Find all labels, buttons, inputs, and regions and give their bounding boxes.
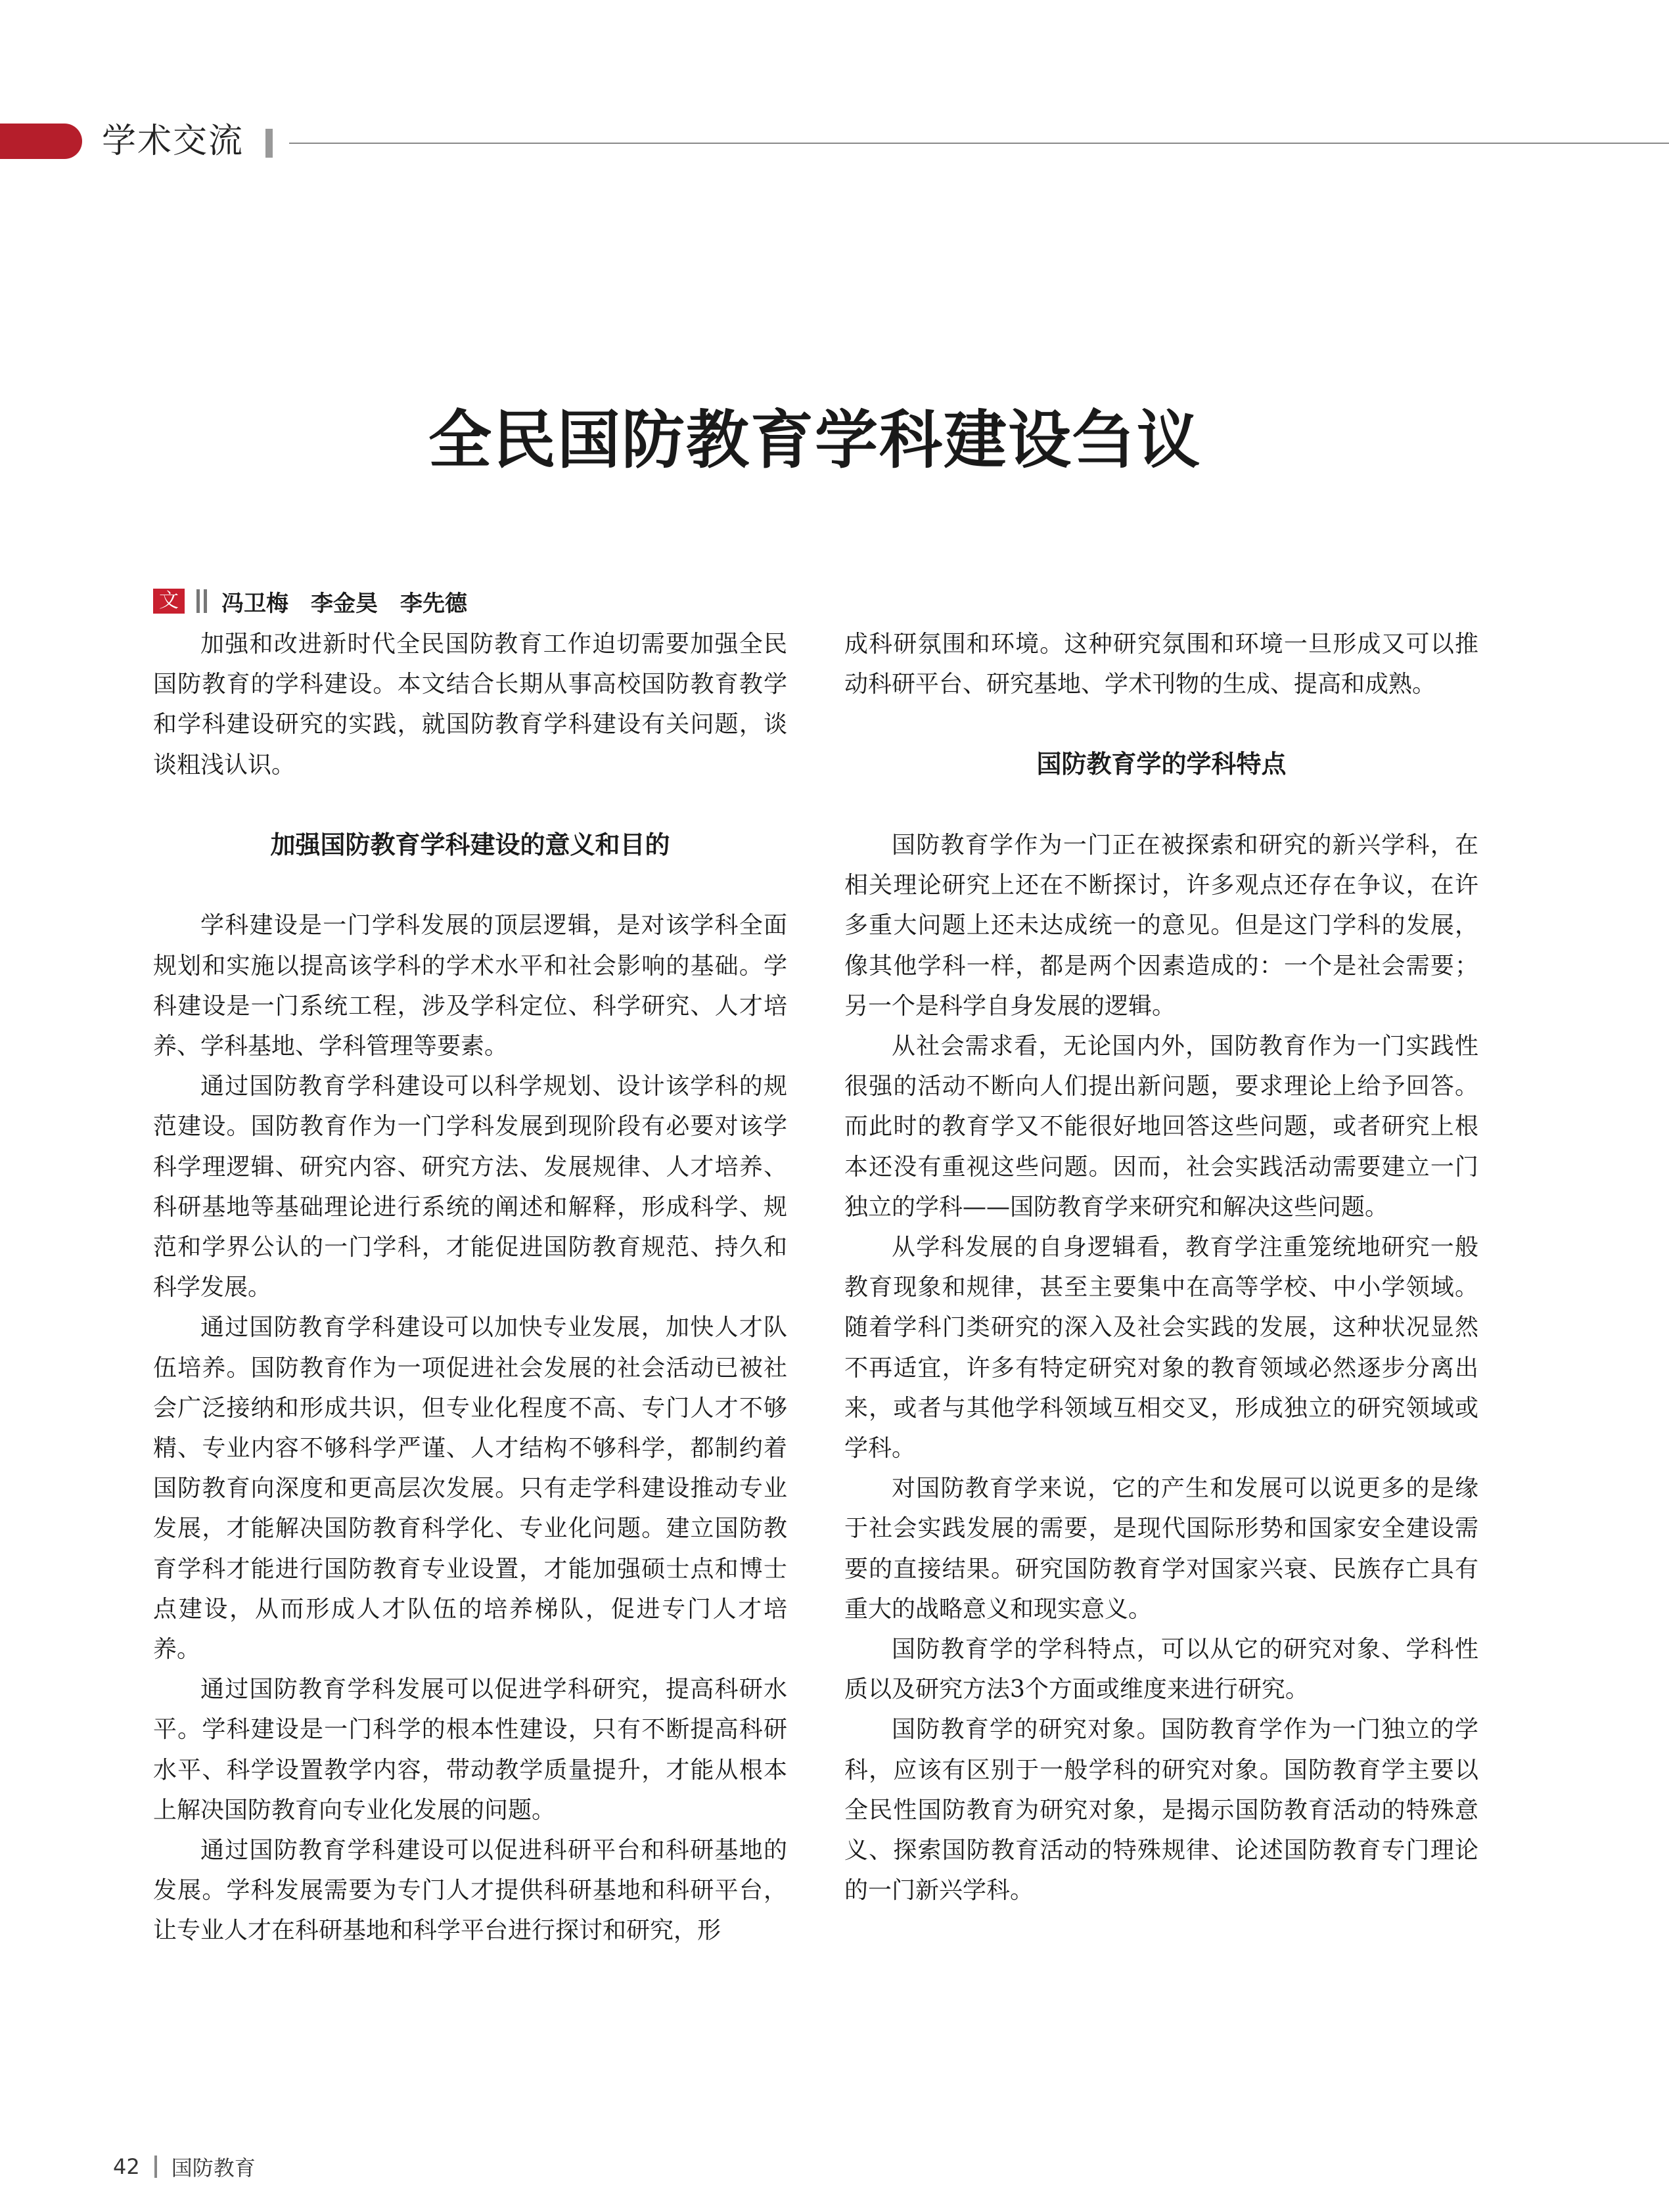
- body-paragraph: 从学科发展的自身逻辑看，教育学注重笼统地研究一般教育现象和规律，甚至主要集中在高等学校、中小学领域。随着学科门类研究的深入及社会实践的发展，这种状况显然不再适宜，许多有特定研究对象的教育领域必然逐步分离出来，或者与其他学科领域互相交叉，形成独立的研究领域或学科。: [844, 1234, 1478, 1462]
- section-label: 学术交流: [102, 122, 244, 161]
- continued-paragraph: 成科研氛围和环境。这种研究氛围和环境一旦形成又可以推动科研平台、研究基地、学术刊物的生成、提高和成熟。: [844, 631, 1478, 698]
- header-rule: [289, 143, 1669, 144]
- byline-authors: 冯卫梅 李金昊 李先德: [221, 590, 467, 617]
- byline-divider: [196, 589, 200, 613]
- body-paragraph: 国防教育学的研究对象。国防教育学作为一门独立的学科，应该有区别于一般学科的研究对象。国防教育学主要以全民性国防教育为研究对象，是揭示国防教育活动的特殊意义、探索国防教育活动的特殊规律、论述国防教育专门理论的一门新兴学科。: [844, 1716, 1478, 1905]
- intro-paragraph: 加强和改进新时代全民国防教育工作迫切需要加强全民国防教育的学科建设。本文结合长期从事高校国防教育教学和学科建设研究的实践，就国防教育学科建设有关问题，谈谈粗浅认识。: [153, 631, 787, 779]
- footer-divider: [154, 2156, 157, 2178]
- journal-name: 国防教育: [171, 2156, 256, 2180]
- left-column: [153, 624, 787, 1951]
- body-paragraph: 通过国防教育学科发展可以促进学科研究，提高科研水平。学科建设是一门科学的根本性建设，只有不断提高科研水平、科学设置教学内容，带动教学质量提升，才能从根本上解决国防教育向专业化发展的问题。: [153, 1676, 787, 1824]
- section-tab-marker: [0, 124, 82, 159]
- header-divider-bar: [265, 129, 273, 158]
- body-paragraph: 通过国防教育学科建设可以加快专业发展，加快人才队伍培养。国防教育作为一项促进社会发展的社会活动已被社会广泛接纳和形成共识，但专业化程度不高、专门人才不够精、专业内容不够科学严谨、人才结构不够科学，都制约着国防教育向深度和更高层次发展。只有走学科建设推动专业发展，才能解决国防教育科学化、专业化问题。建立国防教育学科才能进行国防教育专业设置，才能加强硕士点和博士点建设，从而形成人才队伍的培养梯队，促进专门人才培养。: [153, 1314, 787, 1663]
- page-number: 42: [113, 2154, 140, 2179]
- body-paragraph: 通过国防教育学科建设可以促进科研平台和科研基地的发展。学科发展需要为专门人才提供科研基地和科研平台，让专业人才在科研基地和科学平台进行探讨和研究，形: [153, 1837, 787, 1945]
- byline-divider: [204, 589, 207, 613]
- byline-tag: 文: [153, 589, 185, 614]
- right-column: [844, 624, 1478, 1910]
- body-paragraph: 国防教育学作为一门正在被探索和研究的新兴学科，在相关理论研究上还在不断探讨，许多观点还存在争议，在许多重大问题上还未达成统一的意见。但是这门学科的发展，像其他学科一样，都是两个因素造成的：一个是社会需要；另一个是科学自身发展的逻辑。: [844, 832, 1478, 1020]
- section-heading: 加强国防教育学科建设的意义和目的: [270, 830, 670, 859]
- body-paragraph: 从社会需求看，无论国内外，国防教育作为一门实践性很强的活动不断向人们提出新问题，要求理论上给予回答。而此时的教育学又不能很好地回答这些问题，或者研究上根本还没有重视这些问题。因而，社会实践活动需要建立一门独立的学科——国防教育学来研究和解决这些问题。: [844, 1033, 1478, 1221]
- body-paragraph: 通过国防教育学科建设可以科学规划、设计该学科的规范建设。国防教育作为一门学科发展到现阶段有必要对该学科学理逻辑、研究内容、研究方法、发展规律、人才培养、科研基地等基础理论进行系统的阐述和解释，形成科学、规范和学界公认的一门学科，才能促进国防教育规范、持久和科学发展。: [153, 1073, 787, 1301]
- page-footer: [113, 2150, 256, 2184]
- body-paragraph: 学科建设是一门学科发展的顶层逻辑，是对该学科全面规划和实施以提高该学科的学术水平和社会影响的基础。学科建设是一门系统工程，涉及学科定位、科学研究、人才培养、学科基地、学科管理等要素。: [153, 912, 787, 1060]
- body-paragraph: 对国防教育学来说，它的产生和发展可以说更多的是缘于社会实践发展的需要，是现代国际形势和国家安全建设需要的直接结果。研究国防教育学对国家兴衰、民族存亡具有重大的战略意义和现实意义。: [844, 1475, 1478, 1623]
- byline: [153, 585, 467, 618]
- article-title: 全民国防教育学科建设刍议: [428, 403, 1201, 477]
- section-heading: 国防教育学的学科特点: [1036, 750, 1287, 779]
- body-paragraph: 国防教育学的学科特点，可以从它的研究对象、学科性质以及研究方法3个方面或维度来进行研究。: [844, 1636, 1478, 1704]
